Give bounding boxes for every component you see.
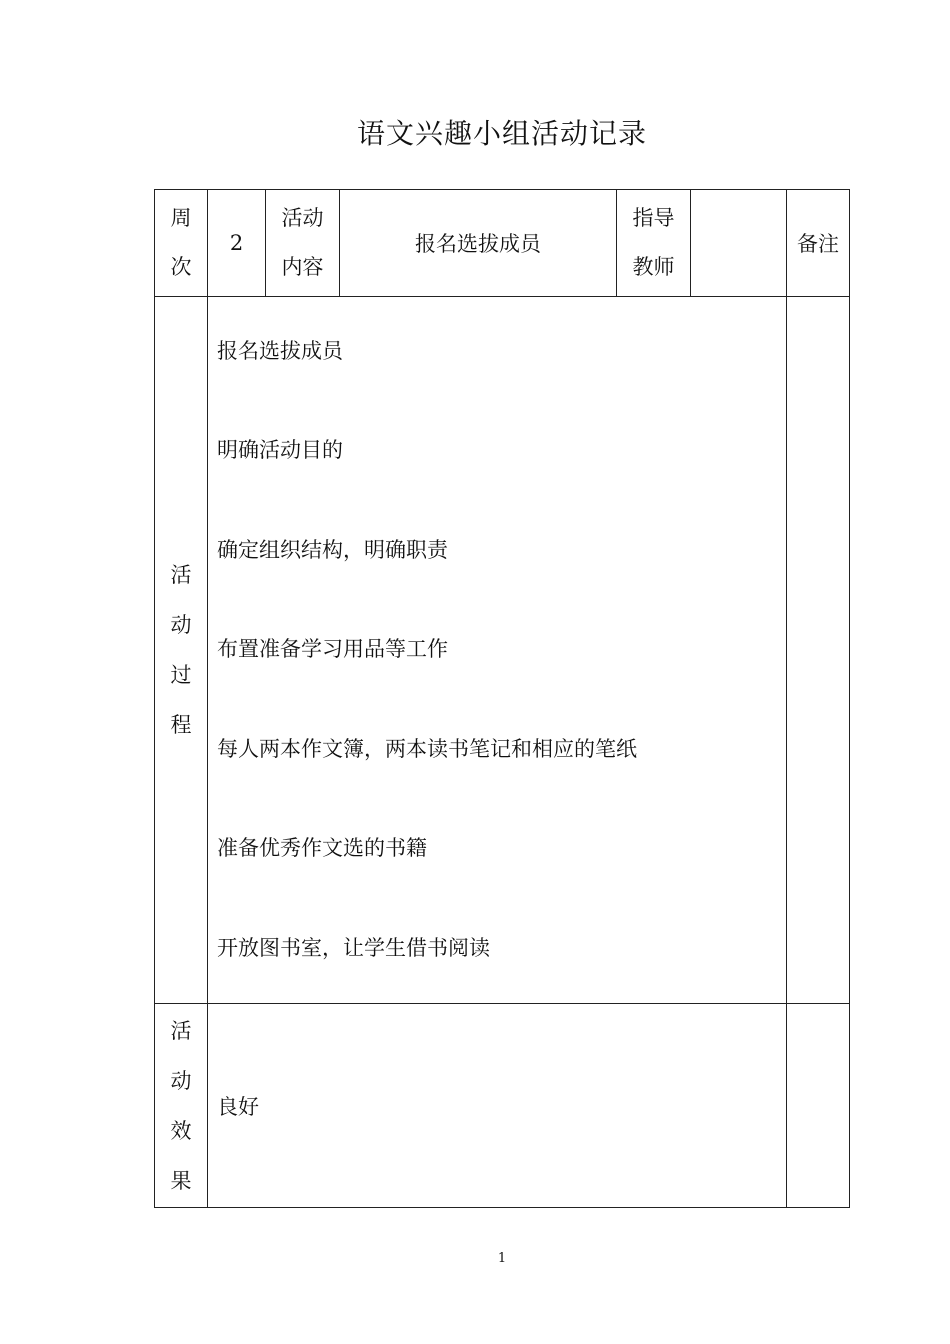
- teacher-label-line: 教师: [632, 255, 675, 279]
- effect-value: 良好: [217, 1094, 259, 1119]
- process-item: 开放图书室，让学生借书阅读: [217, 935, 490, 960]
- effect-label-char: 活: [170, 1018, 192, 1043]
- process-item: 布置准备学习用品等工作: [217, 637, 448, 662]
- week-label-line: 周: [170, 206, 192, 230]
- process-label-char: 活: [170, 563, 192, 587]
- process-item: 每人两本作文簿，两本读书笔记和相应的笔纸: [217, 736, 637, 761]
- process-label-char: 过: [170, 663, 192, 687]
- content-label-cell: [266, 190, 340, 297]
- content-label-line: 内容: [281, 255, 324, 279]
- process-item: 明确活动目的: [217, 438, 343, 463]
- effect-label-char: 效: [170, 1118, 192, 1143]
- process-label-char: 程: [170, 713, 192, 737]
- remarks-label-cell: [787, 190, 850, 297]
- teacher-value-cell: [691, 190, 787, 297]
- effect-label-cell: [155, 1004, 208, 1208]
- header-row: [155, 190, 850, 297]
- document-title: 语文兴趣小组活动记录: [356, 117, 647, 150]
- content-label-line: 活动: [281, 206, 324, 230]
- effect-label-char: 动: [170, 1068, 192, 1093]
- week-value-cell: [208, 190, 266, 297]
- teacher-label-line: 指导: [632, 206, 675, 230]
- effect-label-char: 果: [170, 1168, 192, 1193]
- content-value-cell: [340, 190, 617, 297]
- process-content-cell: [208, 297, 787, 1004]
- week-label-line: 次: [170, 255, 192, 279]
- process-item: 确定组织结构，明确职责: [217, 537, 448, 562]
- effect-row: [155, 1004, 850, 1208]
- teacher-label-cell: [617, 190, 691, 297]
- process-row: [155, 297, 850, 1004]
- process-remarks-cell: [787, 297, 850, 1004]
- activity-record-table: [154, 189, 850, 1208]
- week-value: 2: [229, 231, 244, 255]
- process-item: 报名选拔成员: [217, 338, 343, 363]
- effect-remarks-cell: [787, 1004, 850, 1208]
- week-label-cell: [155, 190, 208, 297]
- process-label-cell: [155, 297, 208, 1004]
- content-value: 报名选拔成员: [415, 232, 541, 256]
- process-item: 准备优秀作文选的书籍: [217, 836, 427, 861]
- effect-content-cell: [208, 1004, 787, 1208]
- process-label-char: 动: [170, 613, 192, 637]
- remarks-label: 备注: [797, 232, 839, 256]
- page-number: 1: [497, 1251, 507, 1266]
